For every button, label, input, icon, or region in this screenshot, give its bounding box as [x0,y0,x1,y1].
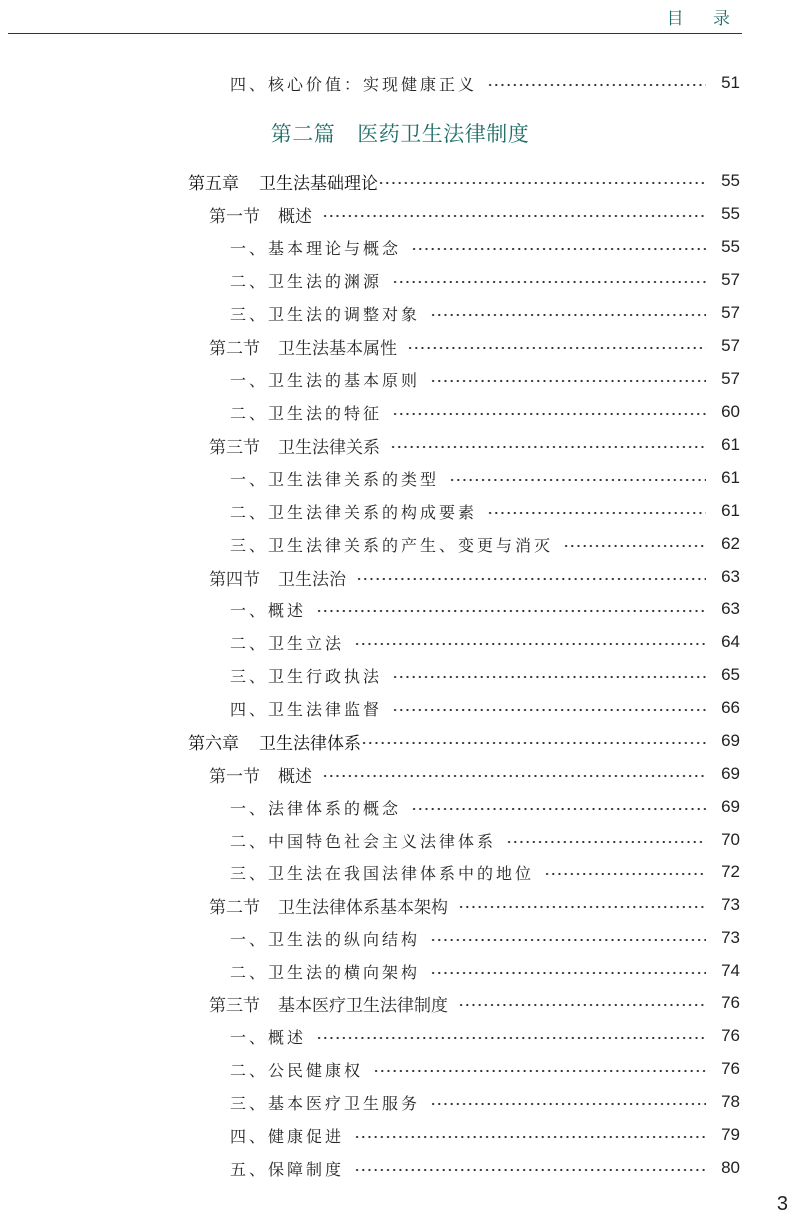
toc-entry[interactable] [0,529,740,559]
toc-entry-page: 63 [721,599,740,618]
part-title: 医药卫生法律制度 [357,122,530,146]
toc-section[interactable] [0,199,740,229]
toc-entry[interactable] [0,825,740,855]
toc-entry[interactable] [0,693,740,723]
toc-entry[interactable] [0,397,740,427]
dot-leader [373,1054,706,1084]
dot-leader [390,430,706,460]
chapter-number: 第五章 [188,173,239,194]
toc-entry-page: 70 [721,830,740,849]
dot-leader [361,726,706,756]
toc-section[interactable] [0,430,740,460]
toc-entry-page: 78 [721,1092,740,1111]
toc-section[interactable] [0,890,740,920]
toc-entry-label: 一、卫生法的基本原则 [230,370,421,390]
toc-entry-label: 一、卫生法的纵向结构 [230,929,421,949]
toc-entry-page: 76 [721,993,740,1012]
toc-entry-label: 二、卫生法律关系的构成要素 [230,502,478,522]
part-number: 第二篇 [270,122,336,146]
toc-section[interactable] [0,562,740,592]
toc-entry[interactable] [0,1054,740,1084]
toc-section-label [209,893,458,918]
toc-entry-label: 五、保障制度 [230,1159,345,1179]
toc-entry-page: 63 [721,567,740,586]
dot-leader [392,693,706,723]
dot-leader [354,1120,706,1150]
toc-entry-page: 57 [721,303,740,322]
toc-entry-label: 四、核心价值：实现健康正义 [230,74,478,94]
dot-leader [411,232,706,262]
toc-entry-page: 76 [721,1026,740,1045]
dot-leader [316,1021,706,1051]
toc-entry[interactable] [0,265,740,295]
toc-entry-label: 三、基本医疗卫生服务 [230,1093,421,1113]
toc-entry-page: 51 [721,73,740,92]
toc-entry[interactable] [0,956,740,986]
section-number: 第三节 [209,995,260,1016]
dot-leader [430,298,706,328]
section-title: 概述 [278,766,312,787]
toc-entry-label: 三、卫生法在我国法律体系中的地位 [230,863,535,883]
toc-entry-label: 四、卫生法律监督 [230,699,383,719]
section-number: 第三节 [209,437,260,458]
section-number: 第二节 [209,338,260,359]
toc-entry-page: 80 [721,1158,740,1177]
toc-entry-page: 62 [721,534,740,553]
toc-entry-label: 二、卫生法的渊源 [230,271,383,291]
dot-leader [487,496,706,526]
toc-section-label [209,334,407,359]
toc-entry-page: 55 [721,171,740,190]
dot-leader [316,594,706,624]
dot-leader [430,364,706,394]
page-number: 3 [776,1193,788,1215]
toc-entry-page: 73 [721,928,740,947]
dot-leader [487,68,706,98]
dot-leader [430,956,706,986]
toc-chapter-label [188,169,378,194]
dot-leader [407,331,706,361]
toc-entry-label: 二、卫生立法 [230,633,345,653]
toc-entry-label: 二、中国特色社会主义法律体系 [230,831,497,851]
section-title: 概述 [278,206,312,227]
running-header-title: 目 录 [666,9,742,29]
chapter-title: 卫生法基础理论 [259,173,378,194]
header-divider [8,33,742,34]
toc-entry-label: 二、公民健康权 [230,1060,364,1080]
dot-leader [544,857,706,887]
toc-section-label [209,991,458,1016]
dot-leader [449,463,706,493]
chapter-title: 卫生法律体系 [259,733,361,754]
section-title: 基本医疗卫生法律制度 [278,995,448,1016]
toc-entry[interactable] [0,1087,740,1117]
dot-leader [458,890,706,920]
dot-leader [458,988,706,1018]
dot-leader [356,562,706,592]
toc-entry[interactable] [0,68,740,98]
toc-chapter-label [188,729,361,754]
dot-leader [411,792,706,822]
toc-chapter[interactable] [0,726,740,756]
toc-entry[interactable] [0,923,740,953]
toc-entry-label: 二、卫生法的横向架构 [230,962,421,982]
toc-entry-page: 61 [721,468,740,487]
toc-entry-page: 64 [721,632,740,651]
dot-leader [354,1153,706,1183]
toc-entry[interactable] [0,857,740,887]
toc-entry[interactable] [0,298,740,328]
toc-entry-label: 一、概述 [230,600,307,620]
toc-entry[interactable] [0,594,740,624]
dot-leader [322,759,706,789]
dot-leader [392,397,706,427]
toc-entry-page: 76 [721,1059,740,1078]
dot-leader [378,166,706,196]
section-number: 第四节 [209,569,260,590]
toc-entry-page: 79 [721,1125,740,1144]
section-title: 卫生法治 [278,569,346,590]
toc-entry-page: 65 [721,665,740,684]
toc-entry-page: 57 [721,336,740,355]
toc-entry-page: 69 [721,731,740,750]
toc-entry-page: 66 [721,698,740,717]
chapter-number: 第六章 [188,733,239,754]
toc-entry-label: 四、健康促进 [230,1126,345,1146]
section-title: 卫生法基本属性 [278,338,397,359]
dot-leader [430,1087,706,1117]
toc-section[interactable] [0,331,740,361]
toc-entry[interactable] [0,364,740,394]
toc-section-label [209,565,356,590]
toc-entry-label: 三、卫生法律关系的产生、变更与消灭 [230,535,554,555]
dot-leader [322,199,706,229]
toc-entry-label: 二、卫生法的特征 [230,403,383,423]
toc-entry-label: 一、法律体系的概念 [230,798,402,818]
toc-entry-page: 61 [721,435,740,454]
toc-entry-page: 72 [721,862,740,881]
toc-entry[interactable] [0,660,740,690]
toc-entry[interactable] [0,496,740,526]
toc-entry[interactable] [0,232,740,262]
toc-entry-page: 61 [721,501,740,520]
part-heading [0,118,800,148]
dot-leader [392,660,706,690]
toc-chapter[interactable] [0,166,740,196]
toc-entry[interactable] [0,792,740,822]
toc-entry-page: 69 [721,764,740,783]
toc-entry-page: 55 [721,237,740,256]
toc-entry-page: 69 [721,797,740,816]
toc-entry-page: 57 [721,270,740,289]
toc-entry[interactable] [0,1120,740,1150]
toc-entry-label: 一、基本理论与概念 [230,238,402,258]
toc-entry[interactable] [0,463,740,493]
dot-leader [354,627,706,657]
toc-entry-page: 60 [721,402,740,421]
toc-entry[interactable] [0,627,740,657]
toc-entry-page: 57 [721,369,740,388]
dot-leader [563,529,706,559]
section-title: 卫生法律关系 [278,437,380,458]
section-number: 第二节 [209,897,260,918]
section-title: 卫生法律体系基本架构 [278,897,448,918]
dot-leader [430,923,706,953]
section-number: 第一节 [209,206,260,227]
toc-entry[interactable] [0,1021,740,1051]
toc-section[interactable] [0,759,740,789]
dot-leader [392,265,706,295]
toc-entry-label: 一、卫生法律关系的类型 [230,469,440,489]
toc-entry-label: 三、卫生法的调整对象 [230,304,421,324]
toc-entry-label: 三、卫生行政执法 [230,666,383,686]
toc-entry-page: 73 [721,895,740,914]
toc-section-label [209,433,390,458]
toc-entry[interactable] [0,1153,740,1183]
toc-section[interactable] [0,988,740,1018]
toc-entry-page: 74 [721,961,740,980]
section-number: 第一节 [209,766,260,787]
toc-section-label [209,762,322,787]
toc-section-label [209,202,322,227]
toc-entry-page: 55 [721,204,740,223]
toc-entry-label: 一、概述 [230,1027,307,1047]
dot-leader [506,825,706,855]
